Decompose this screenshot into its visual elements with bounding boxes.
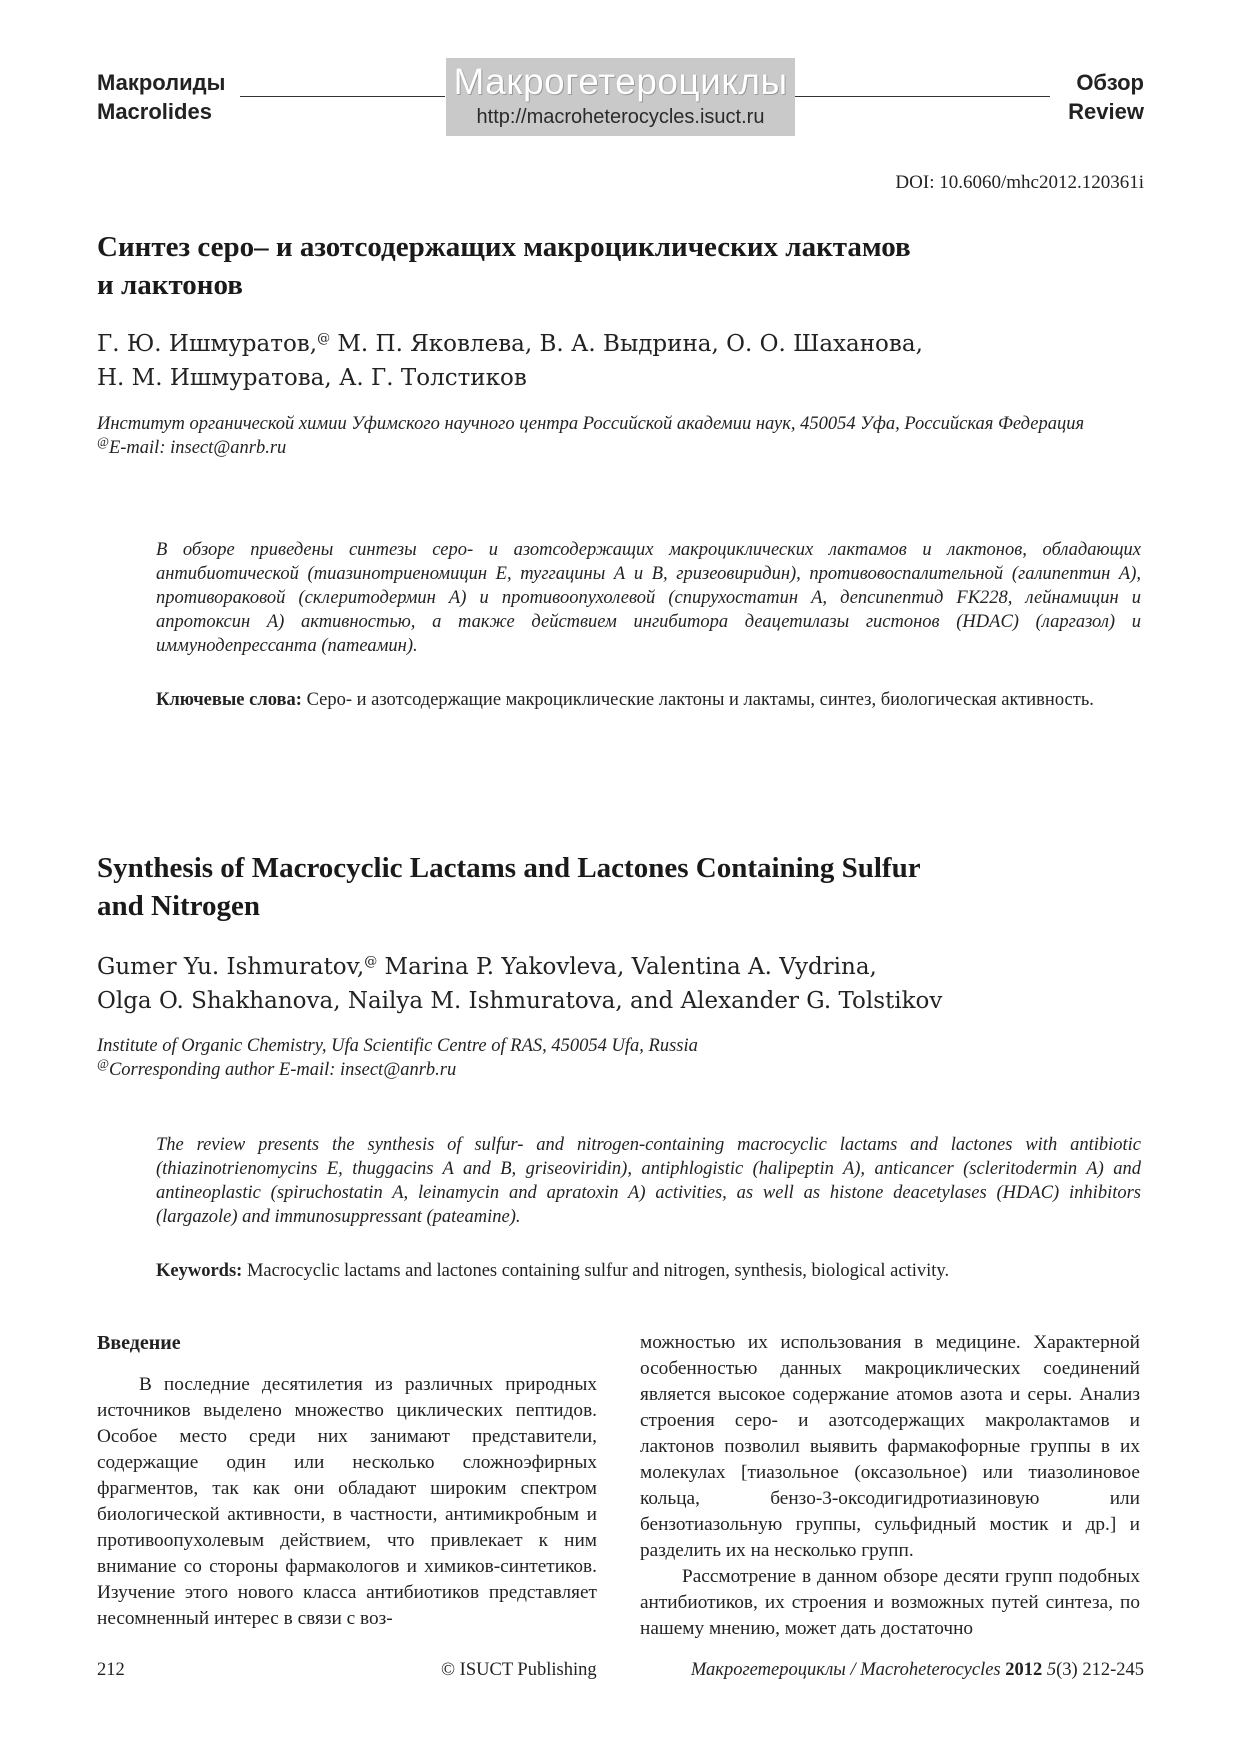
abstract-en: The review presents the synthesis of sulfur- and nitrogen-containing macrocyclic lactams and lactones with antibiotic (thiazinotrienomycins E, thuggacins A and B, griseoviridin), antiphlogistic (halipeptin A), anticancer (scleritodermin A) and antineoplastic (spiruchostatin A, leinamycin and apratoxin A) activities, as well as histone deacetylases (HDAC) inhibitors (largazole) and immunosuppressant (pateamine). — [156, 1135, 1141, 1227]
journal-sep: / — [845, 1660, 861, 1680]
abstract-ru: В обзоре приведены синтезы серо- и азотсодержащих макроциклических лактамов и лактонов, обладающих антибиотической (тиазинотриеномицин Е, туггацины А и В, гризеовиридин), противовоспалительной (галипептин А), противораковой (склеритодермин А) и противоопухолевой (спирухостатин А, депсипептид FK228, лейнамицин и апротоксин А) активностью, а также действием ингибитора деацетилазы гистонов (HDAC) (ларгазол) и иммунодепрессанта (патеамин). — [156, 540, 1141, 656]
intro-paragraph: В последние десятилетия из различных природных источников выделено множество циклических пептидов. Особое место среди них занимают представители, содержащие один или несколько сложноэфирных фрагментов, так как они обладают широким спектром биологической активности, в частности, антимикробным и противоопухолевым действием, что привлекает к ним внимание со стороны фармакологов и химиков-синтетиков. Изучение этого нового класса антибиотиков представляет несомненный интерес в связи с воз- — [97, 1374, 597, 1629]
authors-en-rest: Marina P. Yakovleva, Valentina A. Vydrina, — [377, 954, 877, 980]
intro-paragraph-continued: можностью их использования в медицине. Характерной особенностью данных макроциклических соединений является высокое содержание атомов азота и серы. Анализ строения серо- и азотсодержащих макролактамов и лактонов позволил выявить фармакофорные группы в их молекулах [тиазольное (оксазольное) или тиазолиновое кольца, бензо-3-оксодигидротиазиновую или бензотиазольную группы, сульфидный мостик и др.] и разделить их на несколько групп. — [640, 1332, 1140, 1561]
body-column-right — [640, 1330, 1140, 1642]
section-heading-intro: Введение — [97, 1332, 181, 1354]
journal-volume: 5 — [1042, 1660, 1057, 1680]
journal-name-en: Macroheterocycles — [860, 1660, 1001, 1680]
title-ru-line1: Синтез серо– и азотсодержащих макроциклических лактамов — [97, 231, 911, 263]
authors-en-line2: Olga O. Shakhanova, Nailya M. Ishmuratova, and Alexander G. Tolstikov — [97, 988, 943, 1014]
affiliation-ru — [97, 412, 1147, 460]
article-type-en: Review — [1068, 99, 1144, 124]
affiliation-ru-text: Институт органической химии Уфимского научного центра Российской академии наук, 450054 Уфа, Российская Федерация — [97, 414, 1085, 434]
page-number: 212 — [97, 1660, 125, 1680]
email-mark: @ — [97, 433, 109, 449]
title-ru-line2: и лактонов — [97, 269, 243, 301]
article-type-ru: Обзор — [1076, 70, 1144, 95]
header-divider-right — [795, 96, 1050, 97]
corresponding-mark-en: @ — [364, 954, 378, 970]
affiliation-en — [97, 1034, 1147, 1082]
authors-en — [97, 950, 1147, 1018]
keywords-en-label: Keywords: — [156, 1261, 243, 1281]
journal-logo — [446, 58, 795, 136]
email-en[interactable]: Corresponding author E-mail: insect@anrb.ru — [108, 1060, 457, 1080]
section-ru: Макролиды — [97, 70, 226, 95]
section-label — [97, 68, 225, 126]
authors-ru-line2: Н. М. Ишмуратова, А. Г. Толстиков — [97, 365, 527, 391]
journal-citation — [691, 1660, 1144, 1681]
title-en — [97, 849, 1147, 925]
corresponding-mark: @ — [317, 331, 331, 347]
keywords-ru-label: Ключевые слова: — [156, 690, 302, 710]
journal-logo-title: Макрогетероциклы — [453, 61, 788, 102]
affiliation-en-text: Institute of Organic Chemistry, Ufa Scientific Centre of RAS, 450054 Ufa, Russia — [97, 1036, 698, 1056]
title-en-line2: and Nitrogen — [97, 890, 261, 922]
title-ru — [97, 228, 1147, 304]
authors-ru-rest: М. П. Яковлева, В. А. Выдрина, О. О. Шаханова, — [330, 331, 923, 357]
section-en: Macrolides — [97, 99, 212, 124]
keywords-en — [156, 1259, 1141, 1283]
title-en-line1: Synthesis of Macrocyclic Lactams and Lactones Containing Sulfur — [97, 852, 921, 884]
publisher: © ISUCT Publishing — [441, 1660, 597, 1680]
keywords-ru-text: Серо- и азотсодержащие макроциклические лактоны и лактамы, синтез, биологическая активность. — [301, 690, 1094, 710]
journal-year: 2012 — [1000, 1660, 1043, 1680]
journal-name-ru: Макрогетероциклы — [690, 1660, 846, 1680]
header-divider-left — [240, 96, 445, 97]
author-en-first: Gumer Yu. Ishmuratov, — [97, 954, 365, 980]
email-mark-en: @ — [97, 1055, 109, 1071]
authors-ru — [97, 327, 1147, 395]
author-ru-first: Г. Ю. Ишмуратов, — [97, 331, 318, 357]
keywords-en-text: Macrocyclic lactams and lactones containing sulfur and nitrogen, synthesis, biological activity. — [242, 1261, 950, 1281]
body-column-left — [97, 1330, 597, 1632]
keywords-ru — [156, 688, 1141, 712]
journal-issue-pages: (3) 212-245 — [1056, 1660, 1144, 1680]
doi[interactable]: DOI: 10.6060/mhc2012.120361i — [895, 172, 1144, 193]
article-type — [1068, 68, 1144, 126]
email-ru[interactable]: E-mail: insect@anrb.ru — [108, 438, 287, 458]
intro-paragraph-2: Рассмотрение в данном обзоре десяти групп подобных антибиотиков, их строения и возможных путей синтеза, по нашему мнению, может дать достаточно — [640, 1566, 1140, 1639]
journal-url[interactable]: http://macroheterocycles.isuct.ru — [476, 106, 765, 128]
